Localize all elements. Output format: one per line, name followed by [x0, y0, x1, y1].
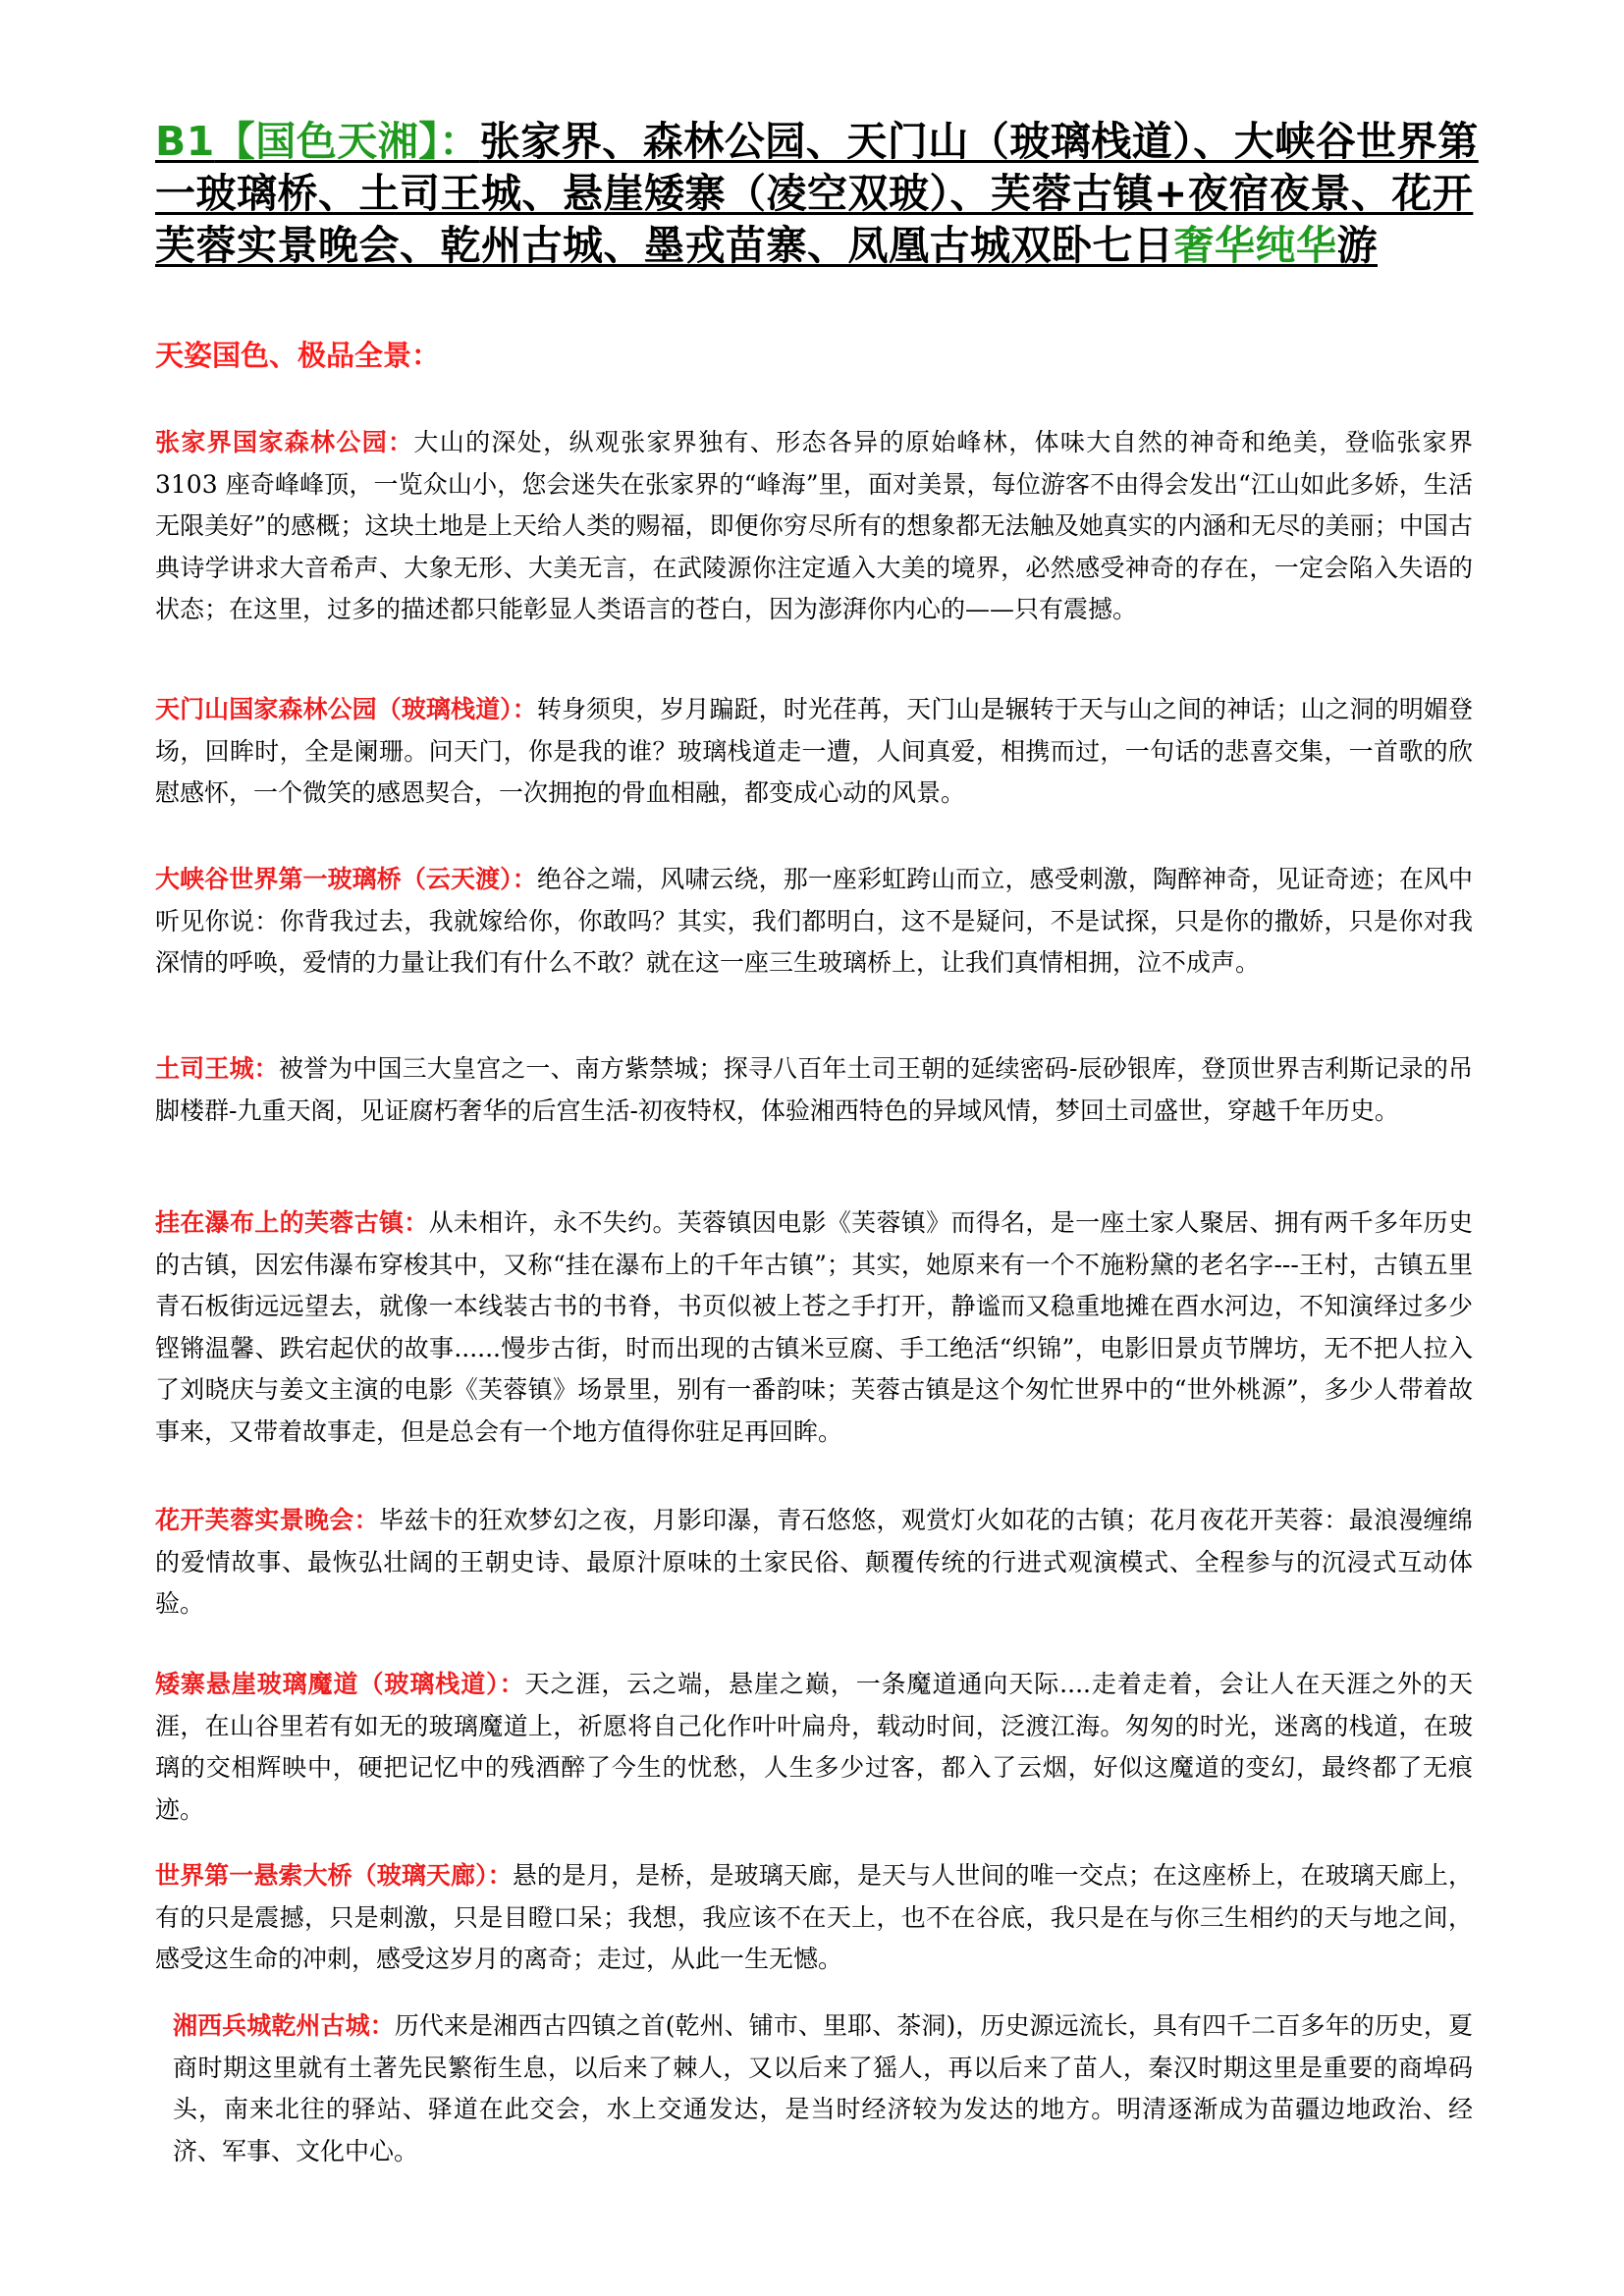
section-subtitle: 天姿国色、极品全景： [155, 339, 441, 372]
section-body: 转身须臾，岁月蹁跹，时光荏苒，天门山是辗转于天与山之间的神话；山之洞的明媚登场，回眸时，全是阑珊。问天门，你是我的谁？玻璃栈道走一遭，人间真爱，相携而过，一句话的悲喜交集，一首歌的欣慰感怀，一个微笑的感恩契合，一次拥抱的骨血相融，都变成心动的风景。 [155, 695, 1473, 807]
section-glass-bridge [155, 859, 1473, 985]
section-body: 悬的是月，是桥，是玻璃天廊，是天与人世间的唯一交点；在这座桥上，在玻璃天廊上，有的只是震撼，只是刺激，只是目瞪口呆；我想，我应该不在天上，也不在谷底，我只是在与你三生相约的天与地之间，感受这生命的冲刺，感受这岁月的离奇；走过，从此一生无憾。 [155, 1861, 1473, 1973]
section-body: 从未相许，永不失约。芙蓉镇因电影《芙蓉镇》而得名，是一座土家人聚居、拥有两千多年历史的古镇，因宏伟瀑布穿梭其中，又称“挂在瀑布上的千年古镇”；其实，她原来有一个不施粉黛的老名字---王村，古镇五里青石板街远远望去，就像一本线装古书的书脊，书页似被上苍之手打开，静谧而又稳重地摊在酉水河边，不知演绎过多少铿锵温馨、跌宕起伏的故事......慢步古街，时而出现的古镇米豆腐、手工绝活“织锦”，电影旧景贞节牌坊，无不把人拉入了刘晓庆与姜文主演的电影《芙蓉镇》场景里，别有一番韵味；芙蓉古镇是这个匆忙世界中的“世外桃源”，多少人带着故事来，又带着故事走，但是总会有一个地方值得你驻足再回眸。 [155, 1208, 1473, 1446]
page-title [155, 116, 1481, 272]
section-heading: 天门山国家森林公园（玻璃栈道）： [155, 695, 537, 723]
section-heading: 湘西兵城乾州古城： [173, 2011, 395, 2040]
section-heading: 矮寨悬崖玻璃魔道（玻璃栈道）： [155, 1670, 525, 1698]
section-heading: 挂在瀑布上的芙蓉古镇： [155, 1208, 429, 1237]
section-zhangjiajie [155, 422, 1473, 631]
section-body: 大山的深处，纵观张家界独有、形态各异的原始峰林，体味大自然的神奇和绝美，登临张家界 3103 座奇峰峰顶，一览众山小，您会迷失在张家界的“峰海”里，面对美景，每位游客不由得会发出“江山如此多娇，生活无限美好”的感概；这块土地是上天给人类的赐福，即便你穷尽所有的想象都无法触及她真实的内涵和无尽的美丽；中国古典诗学讲求大音希声、大象无形、大美无言，在武陵源你注定遁入大美的境界，必然感受神奇的存在，一定会陷入失语的状态；在这里，过多的描述都只能彰显人类语言的苍白，因为澎湃你内心的——只有震撼。 [155, 428, 1473, 623]
title-name: 【国色天湘】： [214, 118, 480, 165]
section-suspension-bridge [155, 1855, 1473, 1981]
section-heading: 张家界国家森林公园： [155, 428, 414, 456]
section-heading: 世界第一悬索大桥（玻璃天廊）： [155, 1861, 513, 1890]
section-qianzhou-ancient-city [173, 2005, 1473, 2172]
section-body: 绝谷之端，风啸云绕，那一座彩虹跨山而立，感受刺激，陶醉神奇，见证奇迹；在风中听见你说：你背我过去，我就嫁给你，你敢吗？其实，我们都明白，这不是疑问，不是试探，只是你的撒娇，只是你对我深情的呼唤，爱情的力量让我们有什么不敢？就在这一座三生玻璃桥上，让我们真情相拥，泣不成声。 [155, 865, 1473, 977]
section-furong-town [155, 1202, 1473, 1453]
section-evening-show [155, 1500, 1473, 1626]
section-body: 天之涯，云之端，悬崖之巅，一条魔道通向天际....走着走着，会让人在天涯之外的天涯，在山谷里若有如无的玻璃魔道上，祈愿将自己化作叶叶扁舟，载动时间，泛渡江海。匆匆的时光，迷离的栈道，在玻璃的交相辉映中，硬把记忆中的残酒醉了今生的忧愁，人生多少过客，都入了云烟，好似这魔道的变幻，最终都了无痕迹。 [155, 1670, 1473, 1824]
section-aizhai-glass-path [155, 1664, 1473, 1831]
section-body: 毕兹卡的狂欢梦幻之夜，月影印瀑，青石悠悠，观赏灯火如花的古镇；花月夜花开芙蓉：最浪漫缠绵的爱情故事、最恢弘壮阔的王朝史诗、最原汁原味的土家民俗、颠覆传统的行进式观演模式、全程参与的沉浸式互动体验。 [155, 1506, 1473, 1618]
section-tusi-wangcheng [155, 1048, 1473, 1132]
section-body: 历代来是湘西古四镇之首(乾州、铺市、里耶、茶洞)，历史源远流长，具有四千二百多年的历史，夏商时期这里就有土著先民繁衔生息，以后来了棘人，又以后来了猺人，再以后来了苗人，秦汉时期这里是重要的商埠码头，南来北往的驿站、驿道在此交会，水上交通发达，是当时经济较为发达的地方。明清逐渐成为苗疆边地政治、经济、军事、文化中心。 [173, 2011, 1473, 2165]
title-tail: 游 [1336, 222, 1378, 269]
section-heading: 花开芙蓉实景晚会： [155, 1506, 379, 1534]
title-highlight: 奢华纯华 [1173, 222, 1337, 269]
section-body: 被誉为中国三大皇宫之一、南方紫禁城；探寻八百年土司王朝的延续密码-辰砂银库，登顶世界吉利斯记录的吊脚楼群-九重天阁，见证腐朽奢华的后宫生活-初夜特权，体验湘西特色的异域风情，梦回土司盛世，穿越千年历史。 [155, 1054, 1473, 1125]
section-heading: 土司王城： [155, 1054, 279, 1083]
title-main: 张家界、森林公园、天门山（玻璃栈道）、大峡谷世界第一玻璃桥、土司王城、悬崖矮寨（凌空双玻）、芙蓉古镇+夜宿夜景、花开芙蓉实景晚会、乾州古城、墨戎苗寨、凤凰古城双卧七日 [155, 118, 1479, 269]
section-heading: 大峡谷世界第一玻璃桥（云天渡）： [155, 865, 537, 893]
section-tianmenshan [155, 689, 1473, 815]
title-code: B1 [155, 118, 215, 165]
